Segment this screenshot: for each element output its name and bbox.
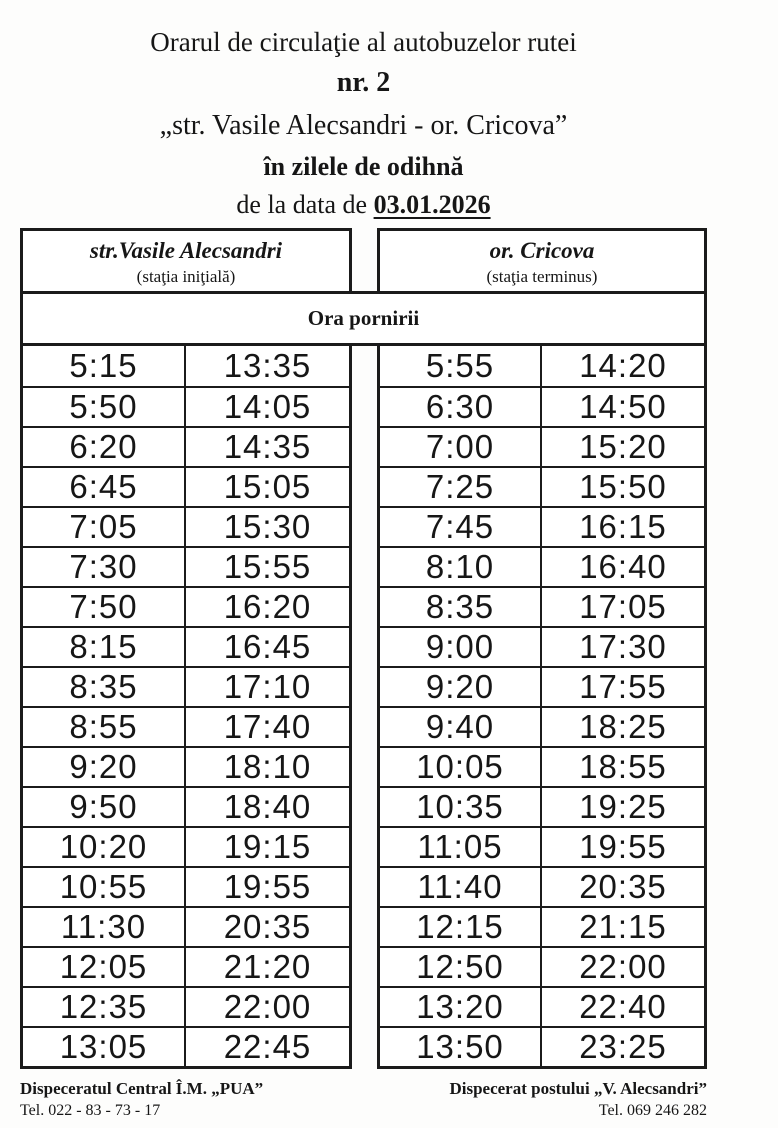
departure-time-cell: 15:20 <box>542 426 704 466</box>
departure-time-cell: 13:35 <box>223 347 312 384</box>
departure-time-cell: 8:15 <box>23 626 186 666</box>
departure-time-cell: 19:15 <box>186 826 349 866</box>
effective-date-line <box>20 186 707 224</box>
route-name: „str. Vasile Alecsandri - or. Cricova” <box>159 110 568 141</box>
station-subtitle-left: (staţia iniţială) <box>136 266 236 286</box>
departure-time-cell: 7:50 <box>23 586 186 626</box>
date-prefix: de la data de <box>236 190 374 219</box>
departure-time-cell: 7:30 <box>23 546 186 586</box>
departure-time-cell: 13:05 <box>23 1026 186 1066</box>
departure-time-cell: 9:50 <box>23 786 186 826</box>
station-header-row <box>20 228 707 294</box>
departure-time-cell: 23:25 <box>542 1026 704 1066</box>
departure-time-cell: 17:55 <box>542 666 704 706</box>
departure-time-cell: 12:15 <box>380 906 542 946</box>
station-subtitle-right: (staţia terminus) <box>486 266 598 286</box>
station-header-left <box>20 228 352 294</box>
departure-time-cell: 22:40 <box>542 986 704 1026</box>
departure-time-cell: 21:20 <box>186 946 349 986</box>
departure-time-cell: 19:55 <box>186 866 349 906</box>
dispatcher-central-block <box>20 1078 263 1122</box>
departure-time-cell: 12:05 <box>23 946 186 986</box>
departure-time-cell: 7:45 <box>380 506 542 546</box>
departure-time-cell: 11:40 <box>380 866 542 906</box>
timetable-cricova <box>377 343 707 1069</box>
departure-time-cell: 8:35 <box>23 666 186 706</box>
departure-time-cell: 19:55 <box>542 826 704 866</box>
departure-time-cell: 14:50 <box>542 386 704 426</box>
departure-time-cell: 16:20 <box>186 586 349 626</box>
departure-time-cell: 10:05 <box>380 746 542 786</box>
departure-time-cell: 5:50 <box>23 386 186 426</box>
departure-time-cell: 11:30 <box>23 906 186 946</box>
departure-time-cell: 14:20 <box>579 347 667 384</box>
timetable-section <box>20 228 707 1069</box>
departure-time-cell: 9:00 <box>380 626 542 666</box>
departure-time-cell: 9:20 <box>380 666 542 706</box>
footer <box>20 1078 707 1122</box>
departure-time-cell: 22:00 <box>186 986 349 1026</box>
departure-time-cell: 16:45 <box>186 626 349 666</box>
departure-time-cell: 18:25 <box>542 706 704 746</box>
departure-time-cell: 8:55 <box>23 706 186 746</box>
departure-time-cell: 22:45 <box>186 1026 349 1066</box>
schedule-type: în zilele de odihnă <box>263 152 464 181</box>
departure-time-cell: 16:15 <box>542 506 704 546</box>
departure-time-cell: 21:15 <box>542 906 704 946</box>
departure-time-cell: 14:05 <box>186 386 349 426</box>
timetable-vasile-alecsandri <box>20 343 352 1069</box>
departure-time-cell: 5:55 <box>380 346 542 386</box>
departure-time-cell: 17:05 <box>542 586 704 626</box>
departure-time-cell: 18:40 <box>186 786 349 826</box>
effective-date: 03.01.2026 <box>373 190 491 219</box>
section-header-ora-pornirii: Ora pornirii <box>20 291 707 346</box>
departure-time-cell: 13:20 <box>380 986 542 1026</box>
departure-time-cell: 10:35 <box>380 786 542 826</box>
dispatcher-post-name: Dispecerat postului „V. Alecsandri” <box>449 1079 707 1098</box>
departure-time-cell: 12:50 <box>380 946 542 986</box>
departure-time-cell: 22:00 <box>542 946 704 986</box>
departure-time-cell: 18:55 <box>542 746 704 786</box>
station-name-right: or. Cricova <box>489 237 595 263</box>
departure-time-cell: 9:20 <box>23 746 186 786</box>
departure-time-cell: 9:40 <box>380 706 542 746</box>
departure-time-cell: 7:05 <box>23 506 186 546</box>
dispatcher-central-name: Dispeceratul Central Î.M. „PUA” <box>20 1079 264 1098</box>
timetable-body-row <box>20 343 707 1069</box>
title-block <box>20 0 707 224</box>
departure-time-cell: 5:15 <box>23 346 186 386</box>
departure-time-cell: 6:45 <box>23 466 186 506</box>
departure-time-cell: 8:35 <box>380 586 542 626</box>
departure-time-cell: 20:35 <box>542 866 704 906</box>
departure-time-cell: 13:50 <box>380 1026 542 1066</box>
departure-time-cell: 12:35 <box>23 986 186 1026</box>
departure-time-cell: 7:25 <box>380 466 542 506</box>
station-header-right <box>377 228 707 294</box>
departure-time-cell: 6:30 <box>380 386 542 426</box>
document-title: Orarul de circulaţie al autobuzelor rutei <box>150 27 577 57</box>
departure-time-cell: 15:55 <box>186 546 349 586</box>
document-page <box>20 0 707 1122</box>
departure-time-cell: 17:30 <box>542 626 704 666</box>
departure-time-cell: 15:50 <box>542 466 704 506</box>
departure-time-cell: 18:10 <box>186 746 349 786</box>
departure-time-cell: 8:10 <box>380 546 542 586</box>
departure-time-cell: 17:10 <box>186 666 349 706</box>
station-name-left: str.Vasile Alecsandri <box>89 237 283 263</box>
dispatcher-post-block <box>449 1078 707 1122</box>
departure-time-cell: 11:05 <box>380 826 542 866</box>
departure-time-cell: 15:05 <box>186 466 349 506</box>
departure-time-cell: 19:25 <box>542 786 704 826</box>
departure-time-cell: 10:20 <box>23 826 186 866</box>
departure-time-cell: 15:30 <box>186 506 349 546</box>
departure-time-cell: 14:35 <box>186 426 349 466</box>
dispatcher-post-tel: Tel. 069 246 282 <box>598 1102 707 1119</box>
departure-time-cell: 17:40 <box>186 706 349 746</box>
departure-time-cell: 16:40 <box>542 546 704 586</box>
departure-time-cell: 20:35 <box>186 906 349 946</box>
departure-time-cell: 7:00 <box>380 426 542 466</box>
departure-time-cell: 10:55 <box>23 866 186 906</box>
dispatcher-central-tel: Tel. 022 - 83 - 73 - 17 <box>20 1102 161 1119</box>
route-number: nr. 2 <box>336 67 391 98</box>
departure-time-cell: 6:20 <box>23 426 186 466</box>
